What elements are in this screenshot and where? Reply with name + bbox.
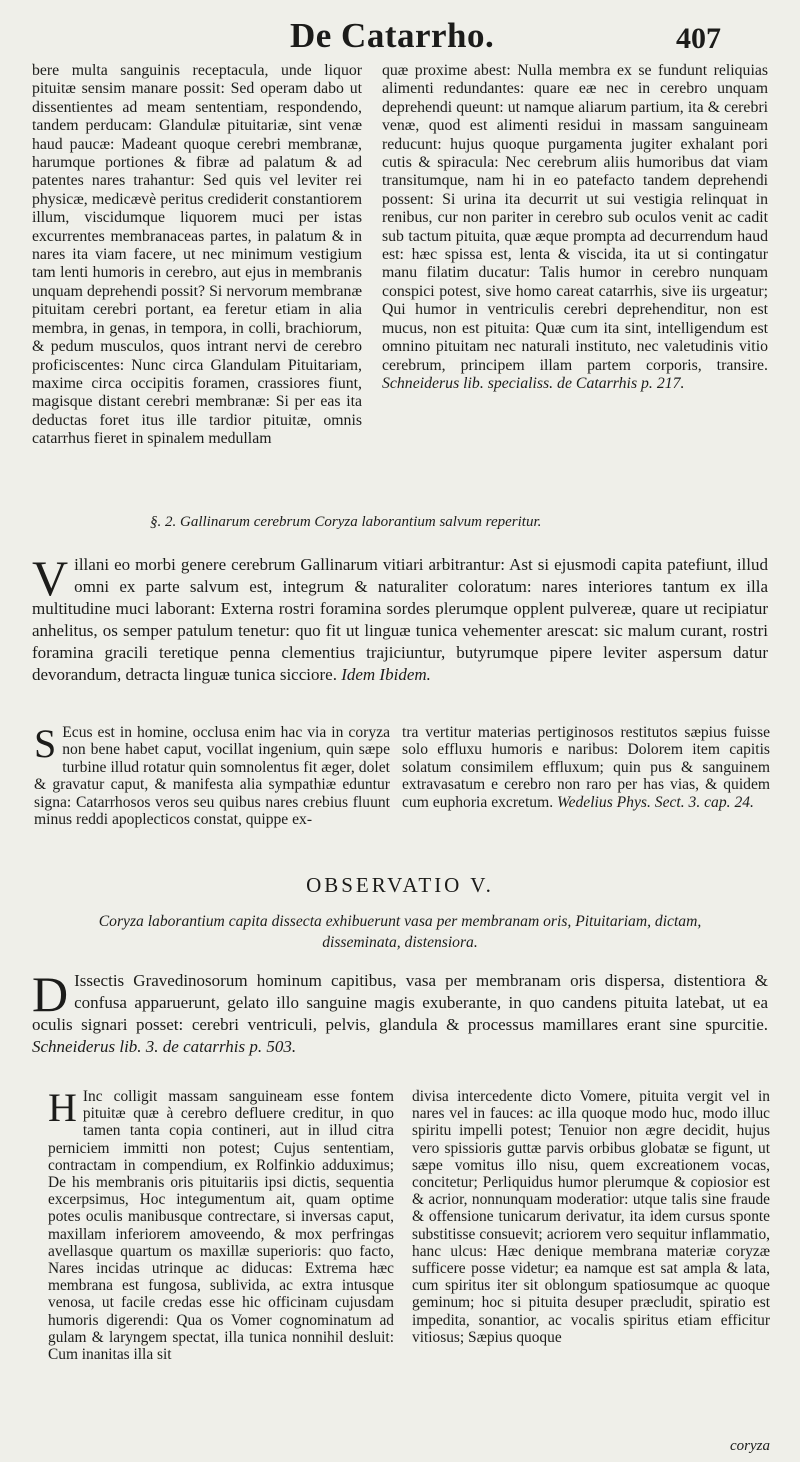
middle-left-dropcap: S [34,721,57,766]
top-right-reference: Schneiderus lib. specialiss. de Catarrhis p. 217. [382,374,685,392]
middle-right-reference: Wedelius Phys. Sect. 3. cap. 24. [557,793,754,811]
section-dropcap: V [32,550,69,606]
top-right-body: quæ proxime abest: Nulla membra ex se fundunt reliquias alimenti redundantes: quare eæ nec in cerebro unquam deprehendi queunt: ut namque aliarum partium, ita & cerebri venæ, quod est alimenti residui in massam sanguineam reducunt: hujus quoque purgamenta jugiter exhalant pori cutis & spiracula: Nec cerebrum aliis humoribus dat viam transitumque, nam hi in eo patefacto tandem deprehendi possent: Si urina ita decurrit ut sui vestigia relinquat in renibus, cur non pariter in cerebro sub oculos venit ac cadit sub tactum pituita, quæ æque prompta ad decurrendum haud est: hæc spissa est, lenta & viscida, ita ut si contingatur manu filatim ducatur: Talis humor in cerebro nunquam conspici potest, sive homo careat catarrhis, sive iis urgeatur; Qui humor in ventriculis cerebri deprehenditur, non est mucus, non est pituita: Quæ cum ita sint, intelligendum est omnino pituitam nec naturali instituto, nec valetudinis vitio cerebrum, principem illam partem corporis, transire. [382,62,768,374]
observatio-paragraph [32,966,768,1058]
section-body: illani eo morbi genere cerebrum Gallinarum vitiari arbitrantur: Ast si ejusmodi capita patefiunt, illud omni ex parte salvum est, integrum & naturaliter coloratum: nares interiores tantum ex illa multitudine muci laborant: Externa rostri foramina sordes plerumque opplent pulvereæ, quare ut recipiatur anhelitus, os semper patulum tenetur: quo fit ut linguæ tunica vehementer arescat: sic malum curant, rostri foramina gracili teretique penna clementius trajiciuntur, butyrumque pipere leviter aspersum datur devorandum, detracta linguæ tunica sicciore. [32,555,768,684]
bottom-left-dropcap: H [48,1085,77,1130]
observatio-dropcap: D [32,966,69,1022]
bottom-right-text: divisa intercedente dicto Vomere, pituita vergit vel in nares vel in fauces: ac illa quoque modo huc, modo illuc spiritu impelli potest; Tenuior non ægre decidit, hujus vero spissioris guttæ parvis orbibus globatæ se figunt, ut sæpe vomitus illo nisu, quem excreationem vocas, concitetur; Perliquidus humor plerumque & copiosior est & acrior, nonnunquam moderatior: utque talis sine fraude & offensione tunicarum derivatur, ita idem cursus sponte substitisse consuevit; acriorem vero sequitur inflammatio, hanc ulcus: Hæc denique membrana materiæ coryzæ sufficere posse videtur; ea namque est sat ampla & lata, cum spiritus iter sit oblongum spatiosumque ac quoque geminum; hoc si pituita desuper præcludit, spiratio est impedita, sonantior, ac vocalis spiritus etiam efficitur vitiosus; Sæpius quoque [412,1088,770,1346]
bottom-left-text: Inc colligit massam sanguineam esse fontem pituitæ quæ à cerebro defluere creditur, in quo tamen tanta copia contineri, aut in illud citra perniciem immitti non potest; Cujus sententiam, contractam in compendium, ex Rolfinkio adduximus; De his membranis oris pituitariis ipsi dictis, sequentia excerpsimus, Hoc integumentum ait, quam optime potes oculis manibusque contrectare, si inversas caput, maxillam inferiorem amoveendo, & mox perfringas avellasque quartum os maxillæ superioris: quo facto, Nares incidas utrinque ac diducas: Extrema hæc membrana est fungosa, sublivida, ac extra intusque venosa, ut facile credas esse hic officinam cujusdam humoris digerendi: Qua os Vomer cognominatum ad gulam & laryngem spectat, illa tunica nonnihil desluit: Cum inanitas illa sit [48,1088,394,1364]
section-text [32,550,768,686]
section-paragraph [32,550,768,686]
top-left-column [32,62,362,449]
page-header [0,0,800,70]
bottom-right-column [412,1088,770,1346]
top-right-column [382,62,768,393]
page-number: 407 [676,22,721,55]
section-heading: §. 2. Gallinarum cerebrum Coryza laborantium salvum reperitur. [150,514,542,530]
observatio-reference: Schneiderus lib. 3. de catarrhis p. 503. [32,1037,297,1056]
catchword: coryza [730,1438,770,1454]
bottom-left-column [48,1085,394,1364]
observatio-text [32,966,768,1058]
middle-right-text [402,724,770,811]
top-left-text: bere multa sanguinis receptacula, unde liquor pituitæ sensim manare possit: Sed operam dabo ut dissentientes ad meam sententiam, respondendo, tandem perducam: Glandulæ pituitariæ, sint venæ haud paucæ: Madeant quoque cerebri membranæ, harumque portiones & fibræ ad palatum & ad patentes nares trahantur: Sed quis vel leviter rei physicæ, medicævè peritus crediderit constantiorem illum, viscidumque liquorem muci per istas excurrentes membranaceas partes, in palatum & in nares ita viam facere, ut nec minimum vestigium tam lenti humoris in cerebro, aut ejus in membranis unquam deprehendi possit? Si nervorum membranæ pituitam cerebri portant, ea feretur etiam in alia membra, in genas, in tempora, in colli, brachiorum, & pedum musculos, quos intrant nervi de cerebro proficiscentes: Nunc circa Glandulam Pituitariam, maxime circa occipitis foramen, crassiores fiunt, magisque distant cerebri membranæ: Si per eas ita deductas foret itus ille tardior pituitæ, omnis catarrhus fieret in spinalem medullam [32,62,362,448]
middle-left-text: Ecus est in homine, occlusa enim hac via in coryza non bene habet caput, vocillat ingenium, quin sæpe turbine illud rotatur quin somnolentus fit æger, dolet & gravatur caput, & manifesta alia sympathiæ eduntur signa: Catarrhosos veros seu quibus nares crebius fluunt minus reddi apoplecticos constat, quippe ex- [34,724,390,829]
middle-right-column [402,724,770,811]
middle-left-column [34,721,390,829]
observatio-title: OBSERVATIO V. [306,873,494,897]
running-title: De Catarrho. [290,16,495,55]
top-right-text [382,62,768,393]
observatio-body: Issectis Gravedinosorum hominum capitibus, vasa per membranam oris dispersa, distentiora & confusa apparuerunt, gelato illo sanguine magis exuberante, in quo candens pituita latebat, ut ea oculis signari posset: cerebri ventriculi, pelvis, glandula & processus mamillares erant sine spurcitie. [32,971,768,1034]
middle-right-body: tra vertitur materias pertiginosos restitutos sæpius fuisse solo effluxu humoris e naribus: Dolorem item capitis solatum consimilem effluxum; quin pus & sanguinem extravasatum e cerebro non raro per has vias, & quidem cum euphoria excretum. [402,724,770,811]
observatio-summary: Coryza laborantium capita dissecta exhibuerunt vasa per membranam oris, Pituitariam, dictam, disseminata, distensiora. [98,913,702,951]
section-reference: Idem Ibidem. [341,665,431,684]
